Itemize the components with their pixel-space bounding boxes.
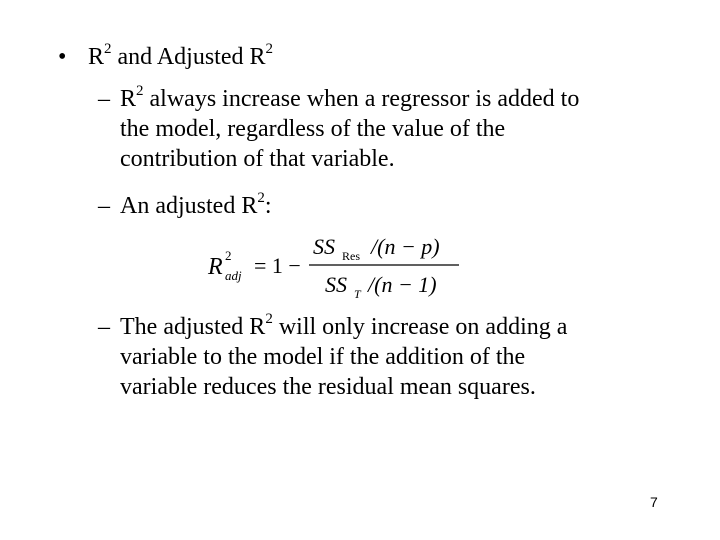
sub-bullet-line: the model, regardless of the value of the — [120, 116, 506, 142]
dash-marker: – — [98, 86, 110, 112]
formula-den-rest: /(n − 1) — [368, 272, 437, 297]
adjusted-r2-formula — [205, 230, 465, 300]
formula-den-ss: SS — [325, 272, 347, 297]
sub-bullet-line: The adjusted $R^2$ will only increase on adding a — [120, 311, 568, 340]
formula-lhs-sub: adj — [225, 268, 242, 283]
dash-marker: – — [98, 314, 110, 340]
bullet-title-text: $R^2$ and Adjusted $R^2$ — [88, 41, 274, 70]
formula-den-sub: T — [354, 287, 361, 300]
formula-num-rest: /(n − p) — [371, 234, 440, 259]
sub-bullet-line: An adjusted $R^2$: — [120, 190, 272, 219]
bullet-marker: • — [58, 44, 67, 70]
formula-equals: = 1 − — [254, 253, 301, 278]
formula-lhs-r: R — [208, 254, 223, 280]
formula-num-ss: SS — [313, 234, 335, 259]
sub-bullet-line: contribution of that variable. — [120, 146, 395, 172]
page-number: 7 — [650, 494, 658, 510]
sub-bullet-line: $R^2$ always increase when a regressor is added to — [120, 83, 580, 112]
sub-bullet-line: variable to the model if the addition of the — [120, 344, 526, 370]
dash-marker: – — [98, 193, 110, 219]
formula-num-sub: Res — [342, 249, 360, 263]
sub-bullet-line: variable reduces the residual mean squares. — [120, 374, 536, 400]
formula-lhs-sup: 2 — [225, 248, 232, 263]
